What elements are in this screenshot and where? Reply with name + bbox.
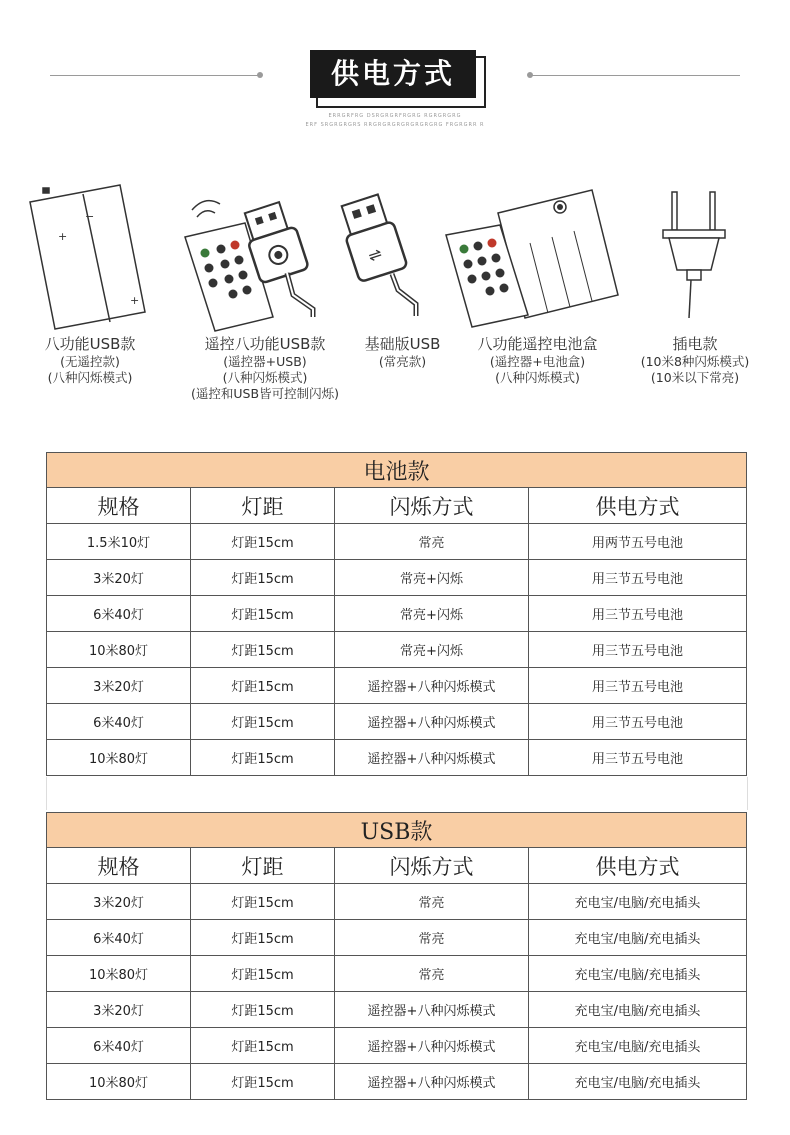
product-note: (八种闪烁模式) [222,370,308,385]
remote-battery-box-icon [440,185,620,335]
table-row [47,596,747,632]
subtitle-line-2: ERF SRGRGRGRS RRGRGRGRGRGRGRGRG FRGRGRR R [305,122,485,128]
product-note: (八种闪烁模式) [495,370,580,385]
svg-text:−: − [85,210,95,223]
cell-spec: 3米20灯 [47,560,191,596]
product-note: (八种闪烁模式) [47,370,133,385]
svg-text:+: + [58,230,68,243]
cell-power: 用三节五号电池 [529,596,747,632]
cell-spacing: 灯距15cm [191,1028,335,1064]
cell-power: 充电宝/电脑/充电插头 [529,1064,747,1100]
cell-spec: 6米40灯 [47,920,191,956]
cell-flash-mode: 遥控器+八种闪烁模式 [335,1064,529,1100]
product-label-2 [170,335,360,402]
cell-spacing: 灯距15cm [191,560,335,596]
product-label-4 [455,335,620,386]
cell-power: 充电宝/电脑/充电插头 [529,920,747,956]
table-row [47,884,747,920]
cell-spec: 6米40灯 [47,704,191,740]
table-row [47,1028,747,1064]
table-caption: USB款 [47,813,747,848]
product-name: 八功能遥控电池盒 [477,335,598,353]
cell-spec: 6米40灯 [47,1028,191,1064]
svg-text:⇌: ⇌ [365,243,385,266]
usb-spec-table [46,812,747,1100]
cell-flash-mode: 常亮 [335,524,529,560]
table-row [47,920,747,956]
table-row [47,956,747,992]
product-basic-usb [340,190,430,320]
cell-power: 用三节五号电池 [529,560,747,596]
table-spacer [46,777,748,810]
cell-spec: 1.5米10灯 [47,524,191,560]
product-note: (遥控器+USB) [223,354,307,369]
cell-flash-mode: 常亮+闪烁 [335,632,529,668]
product-note: (10米8种闪烁模式) [640,354,750,369]
product-label-5 [628,335,762,386]
cell-spacing: 灯距15cm [191,632,335,668]
product-note: (遥控器+电池盒) [489,354,586,369]
usb-plug-icon [340,190,430,320]
cell-spec: 10米80灯 [47,632,191,668]
cell-power: 充电宝/电脑/充电插头 [529,956,747,992]
remote-usb-icon [175,195,335,335]
cell-spec: 6米40灯 [47,596,191,632]
product-name: 遥控八功能USB款 [204,335,326,353]
cell-flash-mode: 遥控器+八种闪烁模式 [335,668,529,704]
header-divider-right [530,75,740,76]
cell-spec: 3米20灯 [47,884,191,920]
product-note: (常亮款) [378,354,427,369]
cell-spacing: 灯距15cm [191,956,335,992]
product-name: 插电款 [672,335,718,353]
column-header-spec: 规格 [47,488,191,524]
cell-power: 用两节五号电池 [529,524,747,560]
product-remote-usb [175,195,335,335]
product-name: 八功能USB款 [44,335,136,353]
cell-power: 用三节五号电池 [529,632,747,668]
cell-spacing: 灯距15cm [191,992,335,1028]
page-title: 供电方式 [310,50,476,98]
column-header-power: 供电方式 [529,488,747,524]
cell-power: 用三节五号电池 [529,668,747,704]
subtitle-line-1: ERRGRFRG DSRGRGRFRGRG RGRGRGRG [328,113,462,119]
battery-box-icon [25,180,155,330]
cell-flash-mode: 常亮 [335,920,529,956]
cell-spacing: 灯距15cm [191,1064,335,1100]
cell-flash-mode: 常亮+闪烁 [335,560,529,596]
cell-flash-mode: 遥控器+八种闪烁模式 [335,992,529,1028]
cell-spec: 10米80灯 [47,740,191,776]
battery-spec-table [46,452,747,776]
product-note: (10米以下常亮) [650,370,740,385]
cell-power: 用三节五号电池 [529,704,747,740]
cell-flash-mode: 遥控器+八种闪烁模式 [335,704,529,740]
cell-flash-mode: 常亮+闪烁 [335,596,529,632]
cell-flash-mode: 遥控器+八种闪烁模式 [335,740,529,776]
column-header-flash-mode: 闪烁方式 [335,488,529,524]
header-dot-left [257,72,263,78]
cell-power: 用三节五号电池 [529,740,747,776]
product-power-plug [655,188,735,328]
cell-power: 充电宝/电脑/充电插头 [529,992,747,1028]
product-note: (遥控和USB皆可控制闪烁) [191,386,339,401]
cell-spec: 10米80灯 [47,956,191,992]
cell-spacing: 灯距15cm [191,524,335,560]
cell-spec: 3米20灯 [47,668,191,704]
cell-power: 充电宝/电脑/充电插头 [529,884,747,920]
product-name: 基础版USB [364,335,441,353]
table-row [47,632,747,668]
column-header-spec: 规格 [47,848,191,884]
svg-text:+: + [130,294,140,307]
cell-spacing: 灯距15cm [191,596,335,632]
table-row [47,560,747,596]
column-header-spacing: 灯距 [191,848,335,884]
cell-flash-mode: 常亮 [335,884,529,920]
table-row [47,1064,747,1100]
product-label-1 [22,335,158,386]
table-caption: 电池款 [47,453,747,488]
column-header-flash-mode: 闪烁方式 [335,848,529,884]
cell-spec: 10米80灯 [47,1064,191,1100]
cell-flash-mode: 常亮 [335,956,529,992]
table-row [47,668,747,704]
cell-spacing: 灯距15cm [191,920,335,956]
cell-spacing: 灯距15cm [191,668,335,704]
cell-flash-mode: 遥控器+八种闪烁模式 [335,1028,529,1064]
cell-spacing: 灯距15cm [191,740,335,776]
product-note: (无遥控款) [60,354,120,369]
power-plug-icon [655,188,735,328]
header-divider-left [50,75,260,76]
table-row [47,704,747,740]
header-dot-right [527,72,533,78]
table-row [47,524,747,560]
cell-power: 充电宝/电脑/充电插头 [529,1028,747,1064]
product-label-3 [345,335,460,370]
column-header-spacing: 灯距 [191,488,335,524]
cell-spacing: 灯距15cm [191,704,335,740]
table-row [47,740,747,776]
cell-spacing: 灯距15cm [191,884,335,920]
product-battery-box [25,180,155,330]
column-header-power: 供电方式 [529,848,747,884]
table-row [47,992,747,1028]
product-remote-battery-box [440,185,620,335]
cell-spec: 3米20灯 [47,992,191,1028]
